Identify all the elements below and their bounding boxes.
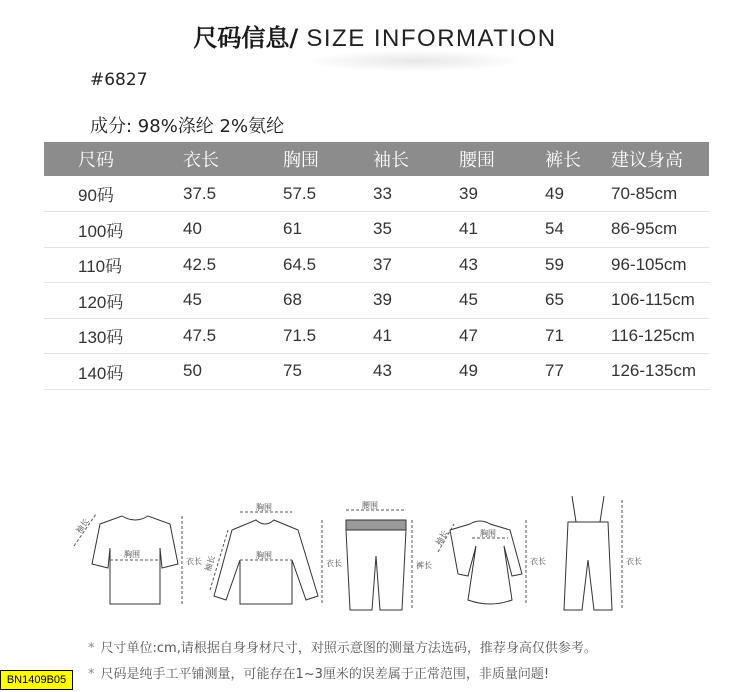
cell-waist: 47 bbox=[459, 325, 478, 345]
size-table-header bbox=[44, 142, 709, 176]
cell-height: 106-115cm bbox=[611, 290, 695, 310]
label-tshirt-chest: 胸围 bbox=[124, 550, 140, 559]
cell-pants-length: 77 bbox=[545, 361, 564, 381]
overalls-diagram bbox=[564, 496, 622, 610]
cell-length: 47.5 bbox=[183, 325, 217, 345]
cell-waist: 43 bbox=[459, 254, 478, 274]
cell-sleeve: 33 bbox=[373, 183, 392, 203]
asterisk-icon: * bbox=[88, 641, 95, 656]
cell-waist: 45 bbox=[459, 290, 478, 310]
table-row bbox=[44, 354, 709, 390]
cell-chest: 64.5 bbox=[283, 254, 317, 274]
cell-length: 45 bbox=[183, 290, 202, 310]
header-height: 建议身高 bbox=[611, 150, 683, 171]
cell-sleeve: 39 bbox=[373, 290, 392, 310]
label-pants-length: 裤长 bbox=[416, 561, 432, 570]
cell-chest: 68 bbox=[283, 290, 302, 310]
header-waist: 腰围 bbox=[459, 150, 495, 171]
label-dress-sleeve: 袖长 bbox=[433, 528, 450, 547]
cell-chest: 61 bbox=[283, 219, 302, 239]
cell-size: 110码 bbox=[78, 257, 123, 277]
table-row bbox=[44, 318, 709, 354]
cell-pants-length: 65 bbox=[545, 290, 564, 310]
label-tshirt-sleeve: 袖长 bbox=[74, 516, 91, 536]
label-sweater-sleeve: 袖长 bbox=[203, 554, 217, 573]
note-1-text: 尺寸单位:cm,请根据自身身材尺寸，对照示意图的测量方法选码，推荐身高仅供参考。 bbox=[100, 641, 597, 656]
product-code: #6827 bbox=[90, 70, 148, 90]
cell-size: 90码 bbox=[78, 186, 114, 205]
cell-size: 120码 bbox=[78, 292, 124, 312]
cell-length: 40 bbox=[183, 219, 202, 239]
cell-sleeve: 37 bbox=[373, 254, 392, 274]
note-1 bbox=[88, 637, 597, 656]
measurement-diagrams bbox=[60, 490, 700, 625]
label-dress-length: 衣长 bbox=[530, 557, 546, 566]
table-row bbox=[44, 176, 709, 212]
cell-height: 96-105cm bbox=[611, 254, 687, 274]
label-overalls-length: 衣长 bbox=[626, 557, 642, 566]
cell-sleeve: 41 bbox=[373, 325, 392, 345]
label-pants-waist: 腰围 bbox=[362, 501, 378, 510]
label-tshirt-length: 衣长 bbox=[186, 557, 202, 566]
cell-height: 126-135cm bbox=[611, 361, 697, 381]
cell-chest: 75 bbox=[283, 361, 302, 381]
cell-height: 86-95cm bbox=[611, 219, 678, 239]
title-cn: 尺码信息/ bbox=[193, 24, 299, 52]
cell-size: 130码 bbox=[78, 328, 124, 348]
note-2-text: 尺码是纯手工平铺测量，可能存在1~3厘米的误差属于正常范围，非质量问题! bbox=[100, 667, 550, 682]
sku-badge: BN1409B05 bbox=[0, 670, 73, 690]
brush-stroke-decoration bbox=[305, 50, 525, 72]
cell-sleeve: 35 bbox=[373, 219, 392, 239]
table-row bbox=[44, 283, 709, 319]
cell-height: 70-85cm bbox=[611, 183, 678, 203]
tshirt-diagram bbox=[74, 514, 182, 604]
label-sweater-chest-top: 胸围 bbox=[256, 503, 272, 512]
cell-length: 42.5 bbox=[183, 254, 217, 274]
cell-waist: 49 bbox=[459, 361, 478, 381]
cell-size: 140码 bbox=[78, 363, 124, 383]
cell-length: 37.5 bbox=[183, 183, 217, 203]
cell-size: 100码 bbox=[78, 221, 124, 241]
cell-waist: 41 bbox=[459, 219, 478, 239]
cell-sleeve: 43 bbox=[373, 361, 392, 381]
cell-chest: 57.5 bbox=[283, 183, 317, 203]
label-dress-chest: 胸围 bbox=[480, 529, 496, 538]
table-row bbox=[44, 212, 709, 248]
fabric-composition: 成分: 98%涤纶 2%氨纶 bbox=[90, 116, 285, 137]
header-chest: 胸围 bbox=[283, 150, 319, 171]
header-length: 衣长 bbox=[183, 150, 219, 171]
pants-diagram bbox=[346, 510, 412, 610]
title-en: SIZE INFORMATION bbox=[298, 25, 557, 52]
table-row bbox=[44, 247, 709, 283]
header-sleeve: 袖长 bbox=[373, 150, 409, 171]
note-2 bbox=[88, 663, 549, 682]
cell-waist: 39 bbox=[459, 183, 478, 203]
cell-pants-length: 59 bbox=[545, 254, 564, 274]
cell-pants-length: 49 bbox=[545, 183, 564, 203]
asterisk-icon: * bbox=[88, 667, 95, 682]
size-table bbox=[44, 142, 709, 390]
cell-length: 50 bbox=[183, 361, 202, 381]
label-sweater-chest: 胸围 bbox=[256, 551, 272, 560]
cell-pants-length: 71 bbox=[545, 325, 564, 345]
cell-pants-length: 54 bbox=[545, 219, 564, 239]
page-title bbox=[0, 18, 750, 53]
header-size: 尺码 bbox=[78, 150, 114, 171]
label-sweater-length: 衣长 bbox=[326, 559, 342, 568]
cell-chest: 71.5 bbox=[283, 325, 317, 345]
cell-height: 116-125cm bbox=[611, 325, 695, 345]
header-pants-length: 裤长 bbox=[545, 150, 581, 171]
